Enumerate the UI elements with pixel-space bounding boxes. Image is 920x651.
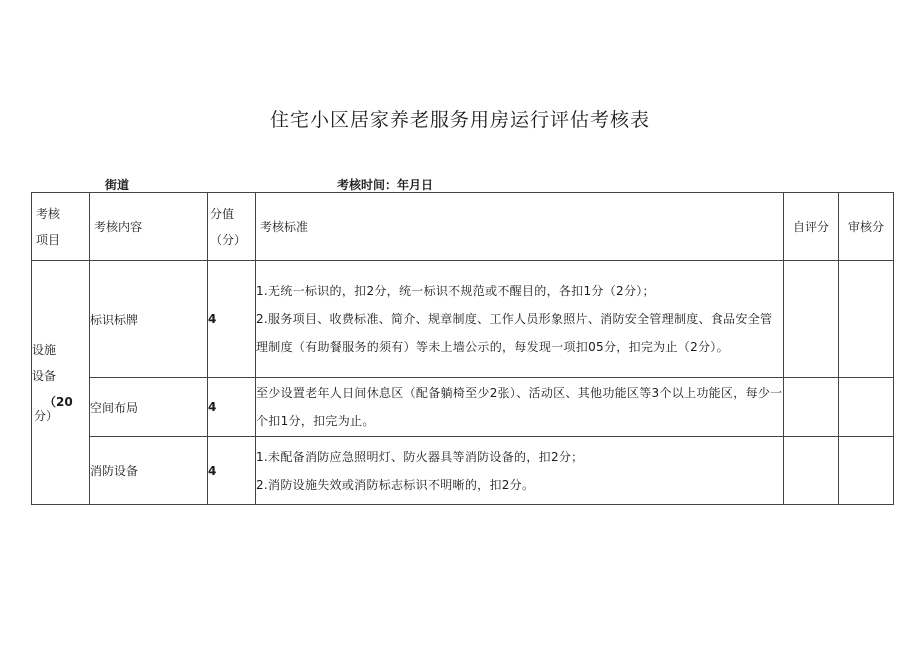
assessment-time-label: 考核时间：年月日 [337, 178, 434, 192]
standard-line: 1.无统一标识的，扣2分，统一标识不规范或不醒目的，各扣1分（2分）； [256, 284, 655, 298]
header-score [208, 193, 256, 261]
self-score-cell[interactable] [784, 378, 839, 437]
table-header-row [32, 193, 894, 261]
header-score-line2: （分） [210, 232, 247, 247]
table-row [32, 261, 894, 378]
self-score-cell[interactable] [784, 437, 839, 505]
category-line1: 设施 [32, 342, 57, 357]
header-item [32, 193, 90, 261]
row-content: 消防设备 [90, 437, 208, 505]
audit-score-cell[interactable] [839, 261, 894, 378]
row-content: 标识标牌 [90, 261, 208, 378]
header-item-line1: 考核 [36, 206, 61, 221]
category-score-a: （20 [44, 394, 73, 409]
self-score-cell[interactable] [784, 261, 839, 378]
row-score: 4 [208, 261, 256, 378]
category-score-b: 分） [34, 408, 59, 423]
page-title: 住宅小区居家养老服务用房运行评估考核表 [269, 109, 650, 131]
category-line2: 设备 [32, 368, 57, 383]
header-standard: 考核标准 [256, 193, 784, 261]
assessment-table [31, 192, 894, 505]
header-audit-score: 审核分 [839, 193, 894, 261]
audit-score-cell[interactable] [839, 378, 894, 437]
street-label: 街道 [105, 178, 130, 192]
header-score-line1: 分值 [210, 206, 235, 221]
row-score: 4 [208, 437, 256, 505]
row-content: 空间布局 [90, 378, 208, 437]
row-score: 4 [208, 378, 256, 437]
audit-score-cell[interactable] [839, 437, 894, 505]
header-content: 考核内容 [90, 193, 208, 261]
row-standard [256, 261, 784, 378]
standard-line: 2.服务项目、收费标准、简介、规章制度、工作人员形象照片、消防安全管理制度、食品安全管理制度（有助餐服务的须有）等未上墙公示的，每发现一项扣05分，扣完为止（2分）。 [256, 312, 773, 354]
row-standard [256, 378, 784, 437]
header-item-line2: 项目 [36, 232, 61, 247]
table-row [32, 378, 894, 437]
header-self-score: 自评分 [784, 193, 839, 261]
table-row [32, 437, 894, 505]
category-cell [32, 261, 90, 505]
standard-line: 至少设置老年人日间休息区（配备躺椅至少2张）、活动区、其他功能区等3个以上功能区，每少一个扣1分，扣完为止。 [256, 386, 783, 428]
row-standard [256, 437, 784, 505]
standard-line: 1.未配备消防应急照明灯、防火器具等消防设备的，扣2分； [256, 449, 584, 464]
standard-line: 2.消防设施失效或消防标志标识不明晰的，扣2分。 [256, 477, 535, 492]
